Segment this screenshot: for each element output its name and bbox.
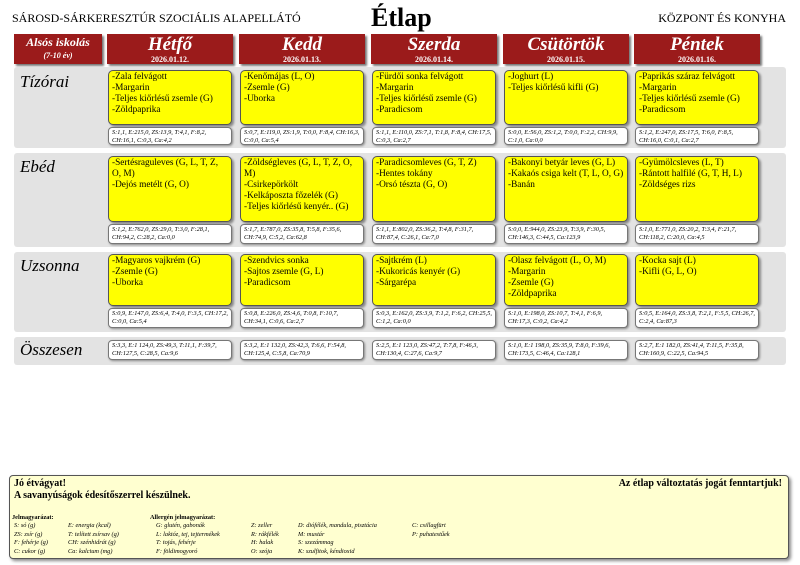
meal-item: -Csirkepörkölt — [244, 180, 299, 190]
allergen-entry: T: tojás, fehérje — [156, 539, 196, 547]
meal-item: -Paradicsom — [376, 105, 423, 115]
footer-note: A savanyúságok édesítőszerrel készülnek. — [14, 490, 191, 501]
meal-item: -Kenőmájas (L, O) — [244, 72, 315, 82]
day-date: 2026.01.16. — [678, 55, 716, 64]
nutrition-box: S:1,2, E:247,0, ZS:17,5, T:6,0, F:8,5, CH:16,0, C:0,1, Ca:2,7 — [635, 127, 759, 145]
meal-item: -Paradicsom — [244, 278, 291, 288]
allergen-entry: G: glutén, gabonák — [156, 522, 205, 529]
total-nutrition-box: S:2,5, E:1 123,0, ZS:47,2, T:7,8, F:46,3, CH:130,4, C:27,6, Ca:9,7 — [372, 340, 496, 360]
nutrition-box: S:1,0, E:198,0, ZS:10,7, T:4,1, F:6,9, CH:17,3, C:0,2, Ca:4,2 — [504, 308, 628, 328]
meal-item: -Sajtos zsemle (G, L) — [244, 267, 324, 277]
day-date: 2026.01.14. — [415, 55, 453, 64]
meal-item: -Zsemle (G) — [244, 83, 290, 93]
meal-items-box — [372, 70, 496, 125]
allergen-entry: P: puhatestűek — [412, 530, 450, 538]
allergen-entry: H: halak — [251, 539, 274, 547]
meal-item: -Bakonyi betyár leves (G, L) — [508, 158, 616, 168]
meal-item: -Sárgarépa — [376, 278, 417, 288]
meal-item: -Teljes kiőrlésű kenyér.. (G) — [244, 202, 349, 212]
meal-item: -Olasz felvágott (L, O, M) — [508, 256, 607, 266]
meal-item: -Kocka sajt (L) — [639, 256, 696, 266]
meal-item: -Zöldpaprika — [508, 289, 557, 299]
day-header-2 — [239, 34, 365, 64]
meal-item: -Paradicsomleves (G, T, Z) — [376, 158, 477, 168]
meal-item: -Margarin — [112, 83, 150, 93]
meal-item: -Uborka — [112, 278, 143, 288]
day-name: Csütörtök — [527, 34, 605, 55]
meal-item: -Szendvics sonka — [244, 256, 309, 266]
nutrition-box: S:0,0, E:944,0, ZS:23,9, T:3,9, F:30,5, CH:146,3, C:44,5, Ca:123,9 — [504, 224, 628, 244]
total-nutrition-box: S:3,2, E:1 132,0, ZS:42,3, T:6,6, F:54,8, CH:125,4, C:5,8, Ca:70,9 — [240, 340, 364, 360]
day-date: 2026.01.12. — [151, 55, 189, 64]
meal-item: -Teljes kiőrlésű zsemle (G) — [112, 94, 213, 104]
meal-item: -Zöldségleves (G, L, T, Z, O, M) — [244, 158, 353, 179]
meal-item: -Zsemle (G) — [508, 278, 554, 288]
school-group-name: Alsós iskolás — [26, 35, 90, 49]
meal-item: -Joghurt (L) — [508, 72, 554, 82]
allergen-entry: M: mustár — [298, 530, 325, 538]
meal-item: -Sertésraguleves (G, L, T, Z, O, M) — [112, 158, 219, 179]
nutrition-box: S:0,5, E:164,0, ZS:3,8, T:2,1, F:5,5, CH:26,7, C:2,4, Ca:87,3 — [635, 308, 759, 328]
school-group-box — [14, 34, 102, 64]
meal-item: -Uborka — [244, 94, 275, 104]
meal-items-box — [504, 254, 628, 306]
footer-box — [9, 475, 789, 559]
meal-items-box — [108, 70, 232, 125]
meal-item: -Gyümölcsleves (L, T) — [639, 158, 724, 168]
meal-item: -Teljes kiőrlésű zsemle (G) — [639, 94, 740, 104]
meal-item: -Dejós metélt (G, O) — [112, 180, 189, 190]
meal-items-box — [635, 254, 759, 306]
meal-items-box — [240, 156, 364, 222]
page-title: Étlap — [371, 3, 432, 32]
header-org: SÁROSD-SÁRKERESZTÚR SZOCIÁLIS ALAPELLÁTÓ — [12, 11, 301, 25]
legend-entry: C: cukor (g) — [14, 547, 46, 555]
nutrition-box: S:1,1, E:110,0, ZS:7,1, T:1,8, F:8,4, CH:17,5, C:0,3, Ca:2,7 — [372, 127, 496, 145]
day-name: Hétfő — [147, 34, 193, 55]
meal-item: -Sajtkrém (L) — [376, 256, 427, 266]
day-header-5 — [634, 34, 760, 64]
footer-disclaimer: Az étlap változtatás jogát fenntartjuk! — [618, 478, 782, 489]
meal-item: -Zala felvágott — [112, 72, 167, 82]
meal-item: -Margarin — [639, 83, 677, 93]
day-header-4 — [503, 34, 629, 64]
meal-items-box — [504, 156, 628, 222]
header-right: KÖZPONT ÉS KONYHA — [658, 11, 786, 25]
day-date: 2026.01.13. — [283, 55, 321, 64]
meal-items-box — [240, 70, 364, 125]
nutrition-box: S:1,0, E:771,0, ZS:20,2, T:3,4, F:21,7, CH:118,2, C:20,0, Ca:4,5 — [635, 224, 759, 244]
meal-label: Uzsonna — [20, 256, 80, 275]
total-nutrition-box: S:3,3, E:1 124,0, ZS:49,3, T:11,1, F:39,7, CH:127,5, C:28,5, Ca:9,6 — [108, 340, 232, 360]
total-nutrition-box: S:1,0, E:1 198,0, ZS:35,9, T:8,0, F:39,6, CH:173,5, C:46,4, Ca:128,1 — [504, 340, 628, 360]
meal-label: Ebéd — [20, 157, 55, 176]
allergen-entry: F: földimogyoró — [156, 547, 198, 555]
nutrition-box: S:1,7, E:787,0, ZS:35,8, T:5,8, F:35,6, CH:74,9, C:5,2, Ca:62,8 — [240, 224, 364, 244]
legend-entry: F: fehérje (g) — [14, 539, 48, 547]
meal-item: -Kelkáposzta főzelék (G) — [244, 191, 338, 201]
day-date: 2026.01.15. — [547, 55, 585, 64]
meal-item: -Margarin — [508, 267, 546, 277]
meal-item: -Hentes tokány — [376, 169, 433, 179]
allergen-entry: R: rákfélék — [251, 530, 279, 538]
meal-items-box — [108, 156, 232, 222]
nutrition-box: S:0,7, E:119,0, ZS:1,9, T:0,0, F:8,4, CH:16,3, C:0,0, Ca:5,4 — [240, 127, 364, 145]
nutrition-box: S:1,1, E:215,0, ZS:13,9, T:4,1, F:8,2, CH:16,1, C:0,3, Ca:4,2 — [108, 127, 232, 145]
allergen-legend-title: Allergén jelmagyarázat: — [150, 514, 216, 521]
legend-entry: CH: szénhidrát (g) — [68, 539, 116, 547]
nutrition-box: S:0,0, E:56,0, ZS:1,2, T:0,0, F:2,2, CH:9,9, C:1,0, Ca:0,0 — [504, 127, 628, 145]
meal-item: -Zöldpaprika — [112, 105, 161, 115]
nutrition-box: S:1,2, E:762,0, ZS:29,0, T:3,0, F:28,1, CH:94,2, C:28,2, Ca:0,0 — [108, 224, 232, 244]
day-name: Péntek — [670, 34, 724, 55]
total-nutrition-box: S:2,7, E:1 182,0, ZS:41,4, T:11,5, F:35,8, CH:160,9, C:22,5, Ca:94,5 — [635, 340, 759, 360]
meal-item: -Banán — [508, 180, 535, 190]
nutrition-box: S:0,8, E:226,0, ZS:4,6, T:0,8, F:10,7, CH:34,1, C:0,6, Ca:2,7 — [240, 308, 364, 328]
meal-item: -Paprikás száraz felvágott — [639, 72, 736, 82]
allergen-entry: K: szulfitok, kéndioxid — [298, 547, 355, 555]
meal-items-box — [240, 254, 364, 306]
nutrition-box: S:0,3, E:162,0, ZS:3,9, T:1,2, F:6,2, CH:25,5, C:1,2, Ca:0,0 — [372, 308, 496, 328]
meal-item: -Kukoricás kenyér (G) — [376, 267, 461, 277]
legend-title: Jelmagyarázat: — [12, 514, 54, 521]
meal-items-box — [372, 156, 496, 222]
allergen-entry: O: szója — [251, 547, 273, 555]
meal-items-box — [108, 254, 232, 306]
day-name: Szerda — [407, 34, 461, 55]
total-label: Összesen — [20, 340, 83, 359]
meal-item: -Teljes kiőrlésű zsemle (G) — [376, 94, 477, 104]
meal-item: -Magyaros vajkrém (G) — [112, 256, 201, 266]
allergen-entry: S: szezámmag — [298, 539, 334, 547]
meal-items-box — [372, 254, 496, 306]
meal-item: -Kakaós csiga kelt (T, L, O, G) — [508, 169, 624, 179]
day-name: Kedd — [281, 34, 323, 55]
legend-entry: Ca: kalcium (mg) — [68, 547, 113, 555]
meal-items-box — [635, 156, 759, 222]
meal-items-box — [504, 70, 628, 125]
allergen-entry: D: diófélék, mandula, pisztácia — [298, 522, 377, 529]
legend-entry: E: energia (kcal) — [68, 522, 111, 529]
allergen-entry: C: csillagfürt — [412, 522, 446, 529]
legend-entry: ZS: zsír (g) — [14, 530, 43, 538]
meal-item: -Paradicsom — [639, 105, 686, 115]
allergen-entry: Z: zeller — [251, 522, 273, 529]
meal-item: -Kifli (G, L, O) — [639, 267, 697, 277]
day-header-3 — [371, 34, 497, 64]
meal-item: -Teljes kiőrlésű kifli (G) — [508, 83, 599, 93]
meal-item: -Zöldséges rizs — [639, 180, 696, 190]
legend-entry: S: só (g) — [14, 522, 36, 529]
meal-item: -Rántott halfilé (G, T, H, L) — [639, 169, 742, 179]
meal-items-box — [635, 70, 759, 125]
school-group-age: (7-10 év) — [43, 51, 73, 60]
meal-item: -Fürdői sonka felvágott — [376, 72, 464, 82]
allergen-entry: L: laktóz, tej, tejtermékek — [156, 530, 220, 538]
nutrition-box: S:1,1, E:802,0, ZS:36,2, T:4,8, F:31,7, CH:87,4, C:26,1, Ca:7,0 — [372, 224, 496, 244]
nutrition-box: S:0,9, E:147,0, ZS:6,4, T:4,0, F:3,5, CH:17,2, C:0,0, Ca:5,4 — [108, 308, 232, 328]
meal-item: -Zsemle (G) — [112, 267, 158, 277]
footer-greeting: Jó étvágyat! — [14, 478, 66, 489]
day-header-1 — [107, 34, 233, 64]
legend-entry: T: telített zsírsav (g) — [68, 530, 119, 538]
meal-label: Tízórai — [20, 72, 70, 91]
meal-item: -Margarin — [376, 83, 414, 93]
meal-item: -Orsó tészta (G, O) — [376, 180, 448, 190]
